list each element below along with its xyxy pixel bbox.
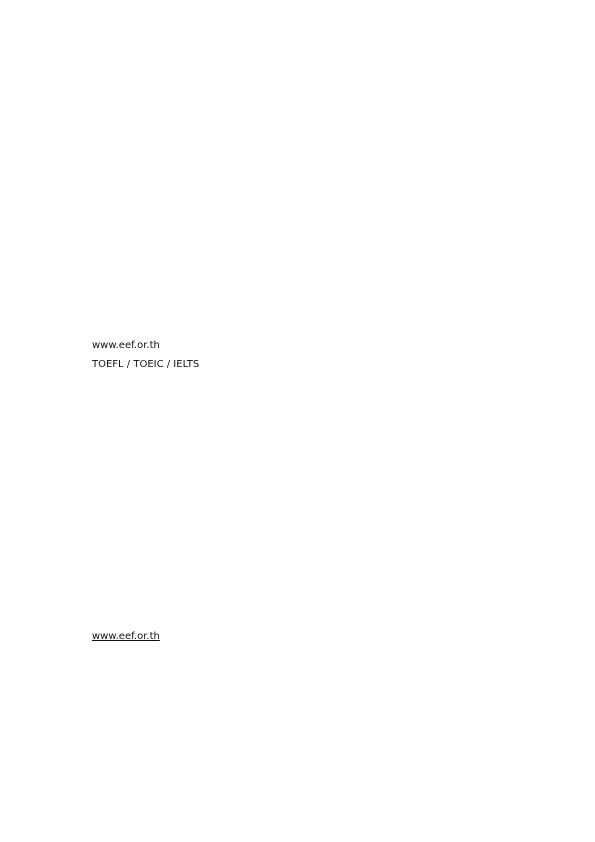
document-body: [92, 70, 510, 722]
section-4-1-item: [92, 203, 510, 222]
section-4-1-item: [92, 165, 510, 184]
section-4-1-item: [92, 146, 510, 165]
section-5-contact: [92, 570, 510, 589]
section-5-para: [92, 399, 510, 418]
section-5-contact: [92, 589, 510, 608]
section-4-1-item: [92, 127, 510, 146]
section-4-url[interactable]: www.eef.or.th: [92, 340, 160, 351]
section-5-address: [92, 532, 510, 551]
section-4-1-label: [92, 89, 510, 108]
section-6-line: [92, 665, 510, 684]
section-5-contact: [92, 608, 510, 627]
section-5-contact-url[interactable]: www.eef.or.th: [92, 631, 160, 642]
section-6-heading: [92, 646, 510, 665]
section-4-2-item: [92, 317, 510, 336]
section-4-2-item: [92, 298, 510, 317]
section-5-heading: [92, 380, 510, 399]
section-4-2-item: [92, 279, 510, 298]
section-6-line: [92, 703, 510, 722]
section-4-1-item: [92, 184, 510, 203]
section-4-1-item: [92, 108, 510, 127]
section-5-note: [92, 551, 510, 570]
section-5-para: [92, 418, 510, 437]
section-5-para: [92, 437, 510, 456]
section-4-tests: TOEFL / TOEIC / IELTS: [92, 359, 200, 370]
section-4-heading: [92, 70, 510, 89]
section-4-2-label: [92, 260, 510, 279]
section-5-para: [92, 456, 510, 475]
section-5-address: [92, 494, 510, 513]
section-5-address: [92, 475, 510, 494]
section-4-1-item: [92, 222, 510, 241]
section-5-address: [92, 513, 510, 532]
section-4-1-item: [92, 241, 510, 260]
section-6-line: [92, 684, 510, 703]
